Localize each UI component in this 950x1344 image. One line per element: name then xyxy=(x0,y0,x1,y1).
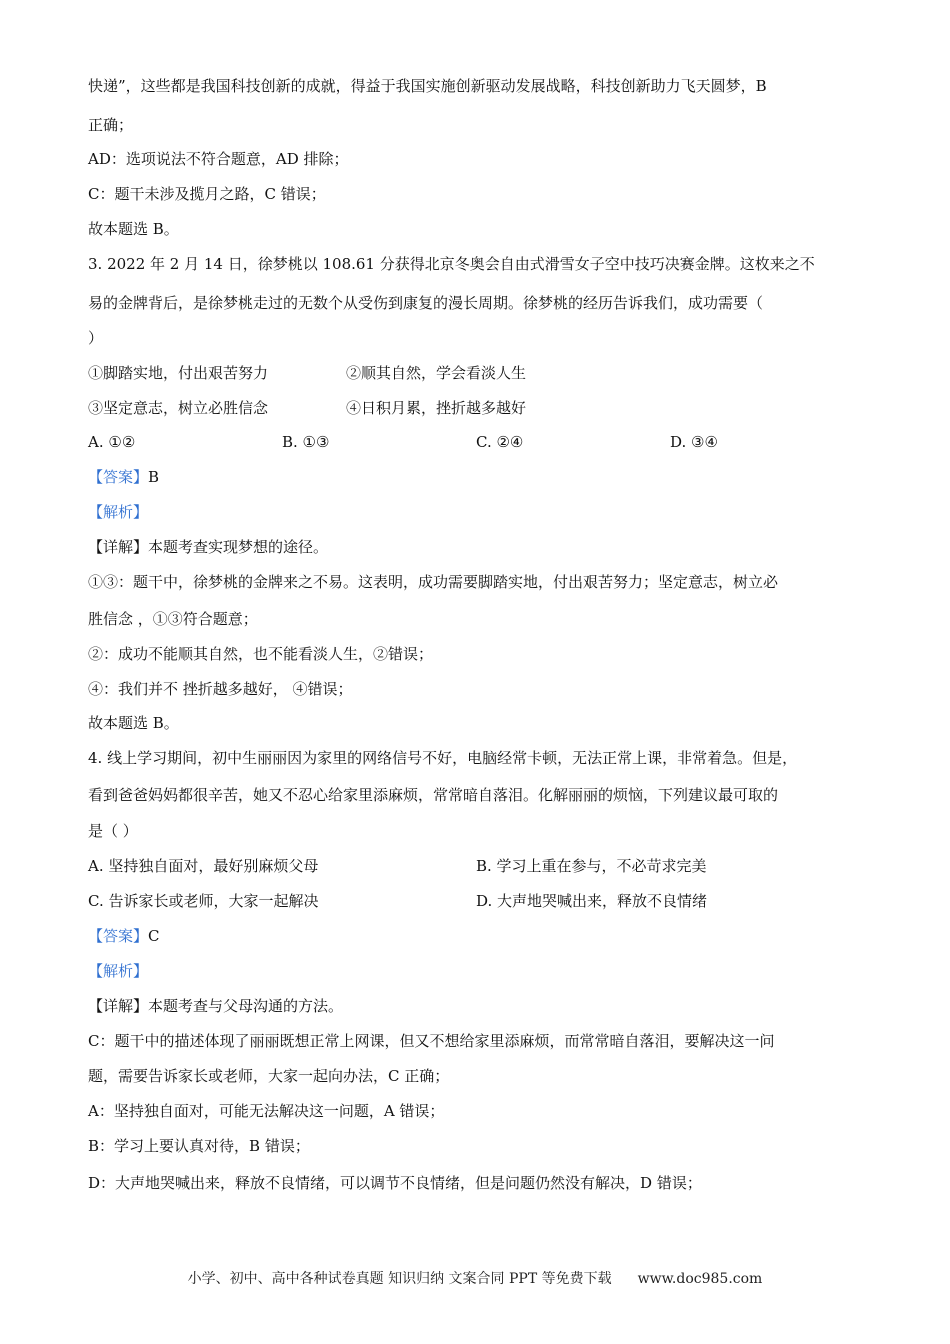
analysis-tag: 【解析】 xyxy=(88,962,149,980)
analysis-tag: 【解析】 xyxy=(88,503,149,521)
option-d: D. ③④ xyxy=(670,433,718,451)
statement-item: ③坚定意志，树立必胜信念 xyxy=(88,399,269,417)
explanation-line: ①③：题干中，徐梦桃的金牌来之不易。这表明，成功需要脚踏实地，付出艰苦努力；坚定意志，树立必 xyxy=(88,573,779,591)
explanation-line: B：学习上要认真对待，B 错误； xyxy=(88,1137,310,1155)
answer-value: B xyxy=(148,468,160,486)
answer-line xyxy=(88,926,160,946)
page-footer xyxy=(0,1268,950,1288)
option-b: B. ①③ xyxy=(282,433,330,451)
text-line: C：题干未涉及揽月之路，C 错误； xyxy=(88,185,326,203)
option-c: C. 告诉家长或老师，大家一起解决 xyxy=(88,892,319,910)
detail-tag: 【详解】 xyxy=(88,538,149,556)
option-d: D. 大声地哭喊出来，释放不良情绪 xyxy=(476,892,708,910)
question-4-stem: 看到爸爸妈妈都很辛苦，她又不忍心给家里添麻烦，常常暗自落泪。化解丽丽的烦恼，下列建议最可取的 xyxy=(88,786,779,804)
answer-line xyxy=(88,467,159,487)
detail-line xyxy=(88,537,328,557)
text-line: AD：选项说法不符合题意，AD 排除； xyxy=(88,150,349,168)
explanation-line: 故本题选 B。 xyxy=(88,714,179,732)
answer-tag: 【答案】 xyxy=(88,927,149,945)
footer-text: 小学、初中、高中各种试卷真题 知识归纳 文案合同 PPT 等免费下载 xyxy=(187,1271,612,1287)
question-4-stem: 4. 线上学习期间，初中生丽丽因为家里的网络信号不好，电脑经常卡顿，无法正常上课，非常着急。但是， xyxy=(88,749,798,767)
explanation-line: A：坚持独自面对，可能无法解决这一问题，A 错误； xyxy=(88,1102,445,1120)
text-line: 故本题选 B。 xyxy=(88,220,179,238)
footer-site-link[interactable]: www.doc985.com xyxy=(637,1271,763,1287)
text-line: 正确； xyxy=(88,116,134,134)
statement-item: ②顺其自然，学会看淡人生 xyxy=(346,364,527,382)
explanation-line: ④：我们并不 挫折越多越好， ④错误； xyxy=(88,680,353,698)
explanation-line: ②：成功不能顺其自然，也不能看淡人生，②错误； xyxy=(88,645,434,663)
option-a: A. 坚持独自面对，最好别麻烦父母 xyxy=(88,857,319,875)
detail-tag: 【详解】 xyxy=(88,997,149,1015)
explanation-line: 题，需要告诉家长或老师，大家一起向办法，C 正确； xyxy=(88,1067,450,1085)
option-c: C. ②④ xyxy=(476,433,524,451)
explanation-line: C：题干中的描述体现了丽丽既想正常上网课，但又不想给家里添麻烦，而常常暗自落泪，要解决这一问 xyxy=(88,1032,775,1050)
statement-item: ①脚踏实地，付出艰苦努力 xyxy=(88,364,269,382)
detail-text: 本题考查与父母沟通的方法。 xyxy=(148,997,344,1015)
explanation-line: D：大声地哭喊出来，释放不良情绪，可以调节不良情绪，但是问题仍然没有解决，D 错误； xyxy=(88,1174,702,1192)
question-3-stem: 易的金牌背后，是徐梦桃走过的无数个从受伤到康复的漫长周期。徐梦桃的经历告诉我们，成功需要（ xyxy=(88,294,764,312)
answer-tag: 【答案】 xyxy=(88,468,149,486)
answer-value: C xyxy=(148,927,160,945)
detail-text: 本题考查实现梦想的途径。 xyxy=(148,538,329,556)
statement-item: ④日积月累，挫折越多越好 xyxy=(346,399,527,417)
detail-line xyxy=(88,996,343,1016)
question-3-stem: 3. 2022 年 2 月 14 日，徐梦桃以 108.61 分获得北京冬奥会自由式滑雪女子空中技巧决赛金牌。这枚来之不 xyxy=(88,255,815,273)
explanation-line: 胜信念 ，①③符合题意； xyxy=(88,610,258,628)
question-3-stem: ） xyxy=(88,329,104,347)
option-b: B. 学习上重在参与，不必苛求完美 xyxy=(476,857,707,875)
question-4-stem: 是（ ） xyxy=(88,822,138,840)
text-line: 快递”，这些都是我国科技创新的成就，得益于我国实施创新驱动发展战略，科技创新助力飞天圆梦，B xyxy=(88,77,767,95)
option-a: A. ①② xyxy=(88,433,136,451)
